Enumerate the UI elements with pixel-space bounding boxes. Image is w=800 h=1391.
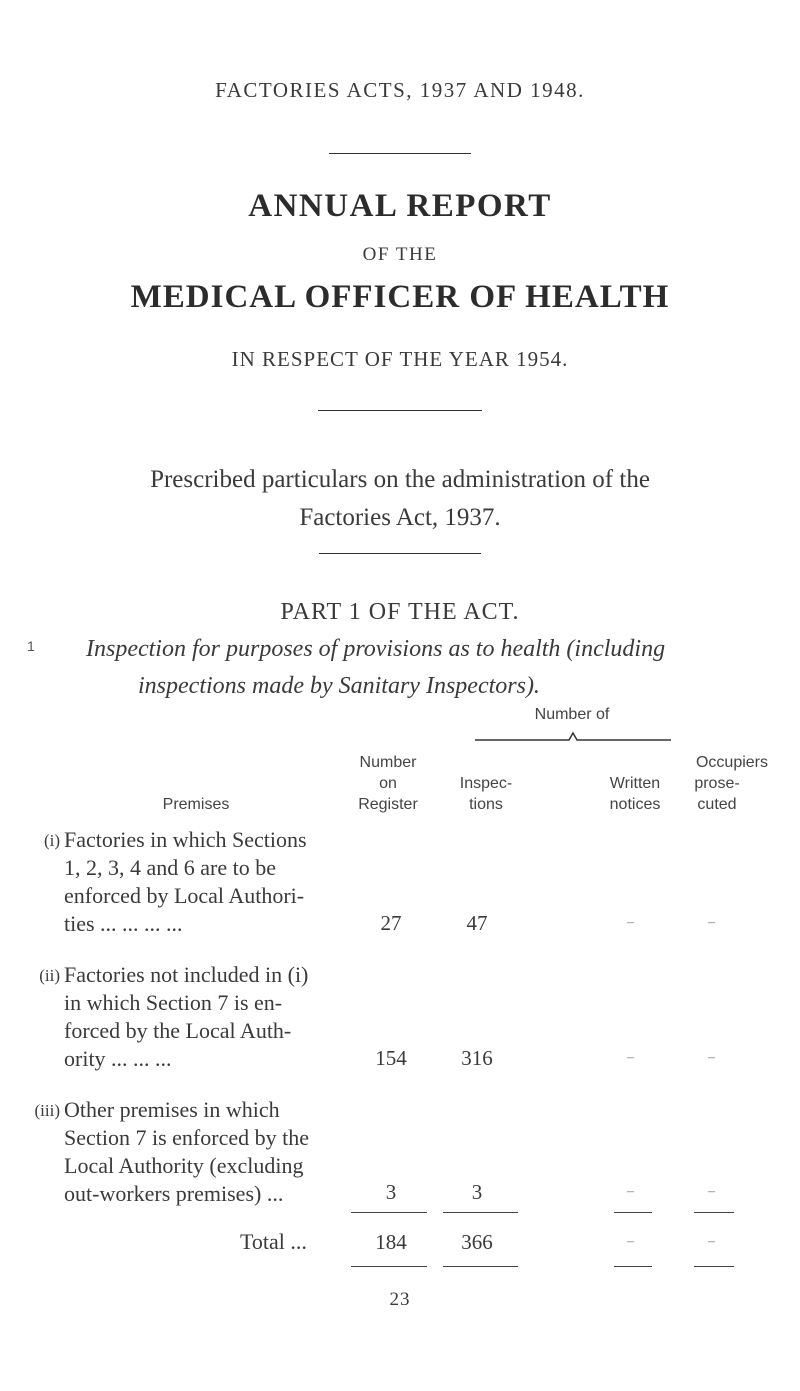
inspections-value: 316 — [461, 1046, 493, 1070]
row-text-line: Factories not included in (i) — [64, 962, 309, 987]
total-rule — [351, 1212, 427, 1213]
row-text-line: out-workers premises) ... — [64, 1181, 284, 1206]
notices-value: – — [627, 1184, 634, 1199]
prescribed-line-2: Factories Act, 1937. — [299, 504, 501, 531]
inspections-value: 3 — [471, 1180, 483, 1204]
prosecuted-value: – — [708, 1184, 715, 1199]
prescribed-line-1: Prescribed particulars on the administration of the — [150, 466, 650, 493]
inspections-value: 47 — [466, 911, 488, 935]
prosecuted-header-1: prose- — [694, 775, 740, 792]
divider — [319, 553, 481, 554]
total-rule — [614, 1212, 652, 1213]
row-text-line: forced by the Local Auth- — [64, 1018, 292, 1043]
row-text-line: Section 7 is enforced by the — [64, 1125, 309, 1150]
acts-heading: FACTORIES ACTS, 1937 AND 1948. — [215, 78, 585, 102]
row-text-line: ority ... ... ... — [64, 1046, 172, 1071]
inspections-header-2: tions — [469, 796, 503, 813]
row-text-line: ties ... ... ... ... — [64, 911, 183, 936]
total-label: Total ... — [240, 1229, 307, 1254]
total-rule — [351, 1266, 427, 1267]
of-the-line: OF THE — [362, 244, 438, 265]
total-rule — [443, 1266, 518, 1267]
year-line: IN RESPECT OF THE YEAR 1954. — [231, 347, 569, 371]
register-value: 154 — [375, 1046, 407, 1070]
section-number: 1 — [27, 638, 35, 654]
total-rule — [443, 1212, 518, 1213]
total-rule — [694, 1266, 734, 1267]
inspections-header-1: Inspec- — [459, 775, 513, 792]
divider — [329, 153, 471, 154]
divider — [318, 410, 482, 411]
total-prosecuted: – — [708, 1234, 715, 1249]
register-value: 3 — [385, 1180, 397, 1204]
premises-header: Premises — [162, 796, 230, 813]
report-title: ANNUAL REPORT — [248, 188, 552, 224]
section-title-line-2: inspections made by Sanitary Inspectors). — [138, 673, 540, 699]
row-text-line: in which Section 7 is en- — [64, 990, 283, 1015]
row-number: (iii) — [34, 1101, 60, 1120]
total-register: 184 — [375, 1230, 407, 1254]
notices-header-1: Written — [609, 775, 661, 792]
notices-header-2: notices — [609, 796, 661, 813]
prosecuted-value: – — [708, 915, 715, 930]
row-number: (ii) — [39, 966, 60, 985]
register-value: 27 — [380, 911, 402, 935]
total-notices: – — [627, 1234, 634, 1249]
register-header-1: Number — [359, 754, 417, 771]
total-rule — [614, 1266, 652, 1267]
row-number: (i) — [43, 831, 60, 850]
row-text-line: Factories in which Sections — [64, 827, 307, 852]
row-text-line: enforced by Local Authori- — [64, 883, 305, 908]
part-heading: PART 1 OF THE ACT. — [280, 599, 520, 625]
row-text-line: 1, 2, 3, 4 and 6 are to be — [64, 855, 276, 880]
register-header-3: Register — [358, 796, 418, 813]
row-text-line: Other premises in which — [64, 1097, 280, 1122]
notices-value: – — [627, 915, 634, 930]
section-title-line-1: Inspection for purposes of provisions as to health (including — [86, 636, 666, 662]
prosecuted-value: – — [708, 1050, 715, 1065]
total-rule — [694, 1212, 734, 1213]
prosecuted-header-2: cuted — [697, 796, 737, 813]
row-text-line: Local Authority (excluding — [64, 1153, 304, 1178]
total-inspections: 366 — [461, 1230, 493, 1254]
register-header-2: on — [379, 775, 397, 792]
header-brace — [473, 731, 673, 741]
number-of-header: Number of — [534, 706, 610, 723]
officer-title: MEDICAL OFFICER OF HEALTH — [130, 279, 670, 315]
notices-value: – — [627, 1050, 634, 1065]
page-number: 23 — [389, 1289, 411, 1310]
occupiers-header: Occupiers — [695, 754, 769, 771]
